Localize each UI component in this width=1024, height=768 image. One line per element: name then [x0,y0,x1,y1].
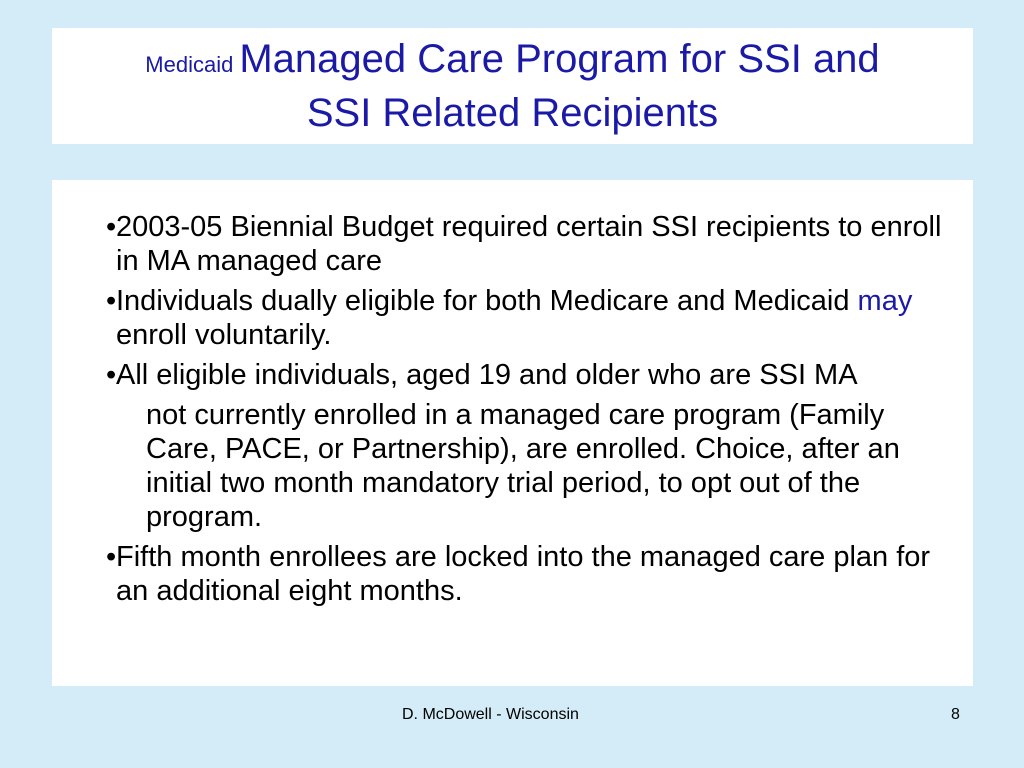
bullet-icon: • [106,359,117,391]
bullet-icon: • [106,541,117,573]
title-line-1 [145,35,879,89]
title-main: Managed Care Program for SSI and [239,37,880,81]
bullet-continuation: not currently enrolled in a managed care program (Family Care, PACE, or Partnership), are enrolled. Choice, after an initial two month mandatory trial period, to opt out of the program. [146,399,900,533]
slide-title [52,28,973,144]
bullet-icon: • [106,211,117,243]
title-prefix: Medicaid [145,52,234,77]
bullet-item-4 [98,540,958,608]
footer-author: D. McDowell - Wisconsin [402,706,579,723]
bullet-text: All eligible individuals, aged 19 and older who are SSI MA [116,359,858,391]
bullet-list [98,210,958,614]
bullet-text: Fifth month enrollees are locked into the managed care plan for an additional eight months. [116,541,931,607]
title-line-2: SSI Related Recipients [306,91,719,135]
bullet-item-3 [98,358,958,534]
bullet-text-before: Individuals dually eligible for both Medicare and Medicaid [116,285,858,317]
bullet-icon: • [106,285,117,317]
bullet-item-1 [98,210,958,278]
page-number: 8 [951,706,960,723]
bullet-text: 2003-05 Biennial Budget required certain SSI recipients to enroll in MA managed care [116,211,942,277]
slide-content [52,180,973,686]
bullet-text-after: enroll voluntarily. [116,319,332,351]
emphasis-may: may [857,285,913,317]
bullet-text [116,284,958,352]
bullet-item-2 [98,284,958,352]
